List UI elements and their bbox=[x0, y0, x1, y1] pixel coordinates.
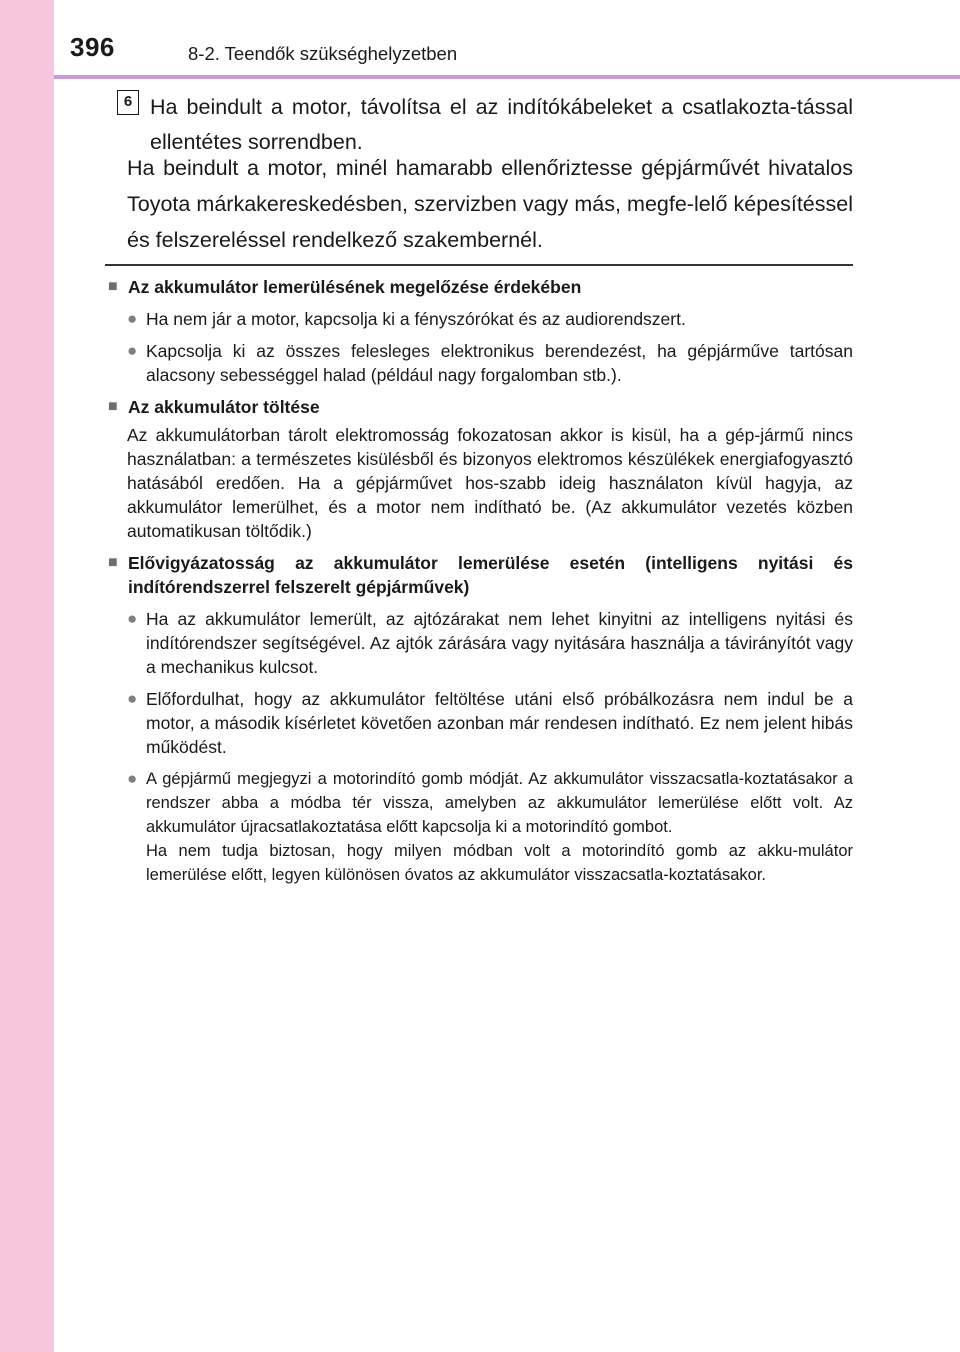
section-paragraph: Az akkumulátorban tárolt elektromosság fokozatosan akkor is kisül, ha a gép-jármű nincs használatban: a természetes kisülésből és bizonyos elektromos készülékek energiafogyasztó hatásából eredően. Ha a gépjárművet hos-szabb ideig használaton kívül hagyja, az akkumulátor lemerülhet, és a motor nem indítható be. (Az akkumulátor vezetés közben automatikusan töltődik.) bbox=[127, 425, 853, 541]
step-number-badge: 6 bbox=[117, 90, 139, 115]
square-bullet-icon: ■ bbox=[108, 278, 118, 295]
heading-text: Elővigyázatosság az akkumulátor lemerülése esetén (intelligens nyitási és indítórendszerrel felszerelt gépjárművek) bbox=[128, 553, 853, 597]
list-item bbox=[108, 307, 853, 331]
list-item-text: Ha nem jár a motor, kapcsolja ki a fényszórókat és az audiorendszert. bbox=[146, 309, 686, 329]
dot-bullet-icon: ● bbox=[127, 341, 138, 360]
page-number: 396 bbox=[70, 32, 115, 62]
list-item bbox=[108, 687, 853, 759]
list-item bbox=[108, 339, 853, 387]
dot-bullet-icon: ● bbox=[127, 609, 138, 628]
section-heading bbox=[108, 551, 853, 599]
square-bullet-icon: ■ bbox=[108, 554, 118, 571]
step-note: Ha beindult a motor, minél hamarabb ellenőriztesse gépjárművét hivatalos Toyota márkakereskedésben, szervizben vagy más, megfe-lelő képesítéssel és felszereléssel rendelkező szakembernél. bbox=[127, 156, 853, 252]
section-title: 8-2. Teendők szükséghelyzetben bbox=[188, 43, 458, 64]
list-item-paragraph: A gépjármű megjegyzi a motorindító gomb módját. Az akkumulátor visszacsatla-koztatásakor a rendszer abba a módba tér vissza, amelyben az akkumulátor lemerülése előtt volt. Az akkumulátor újracsatlakoztatása előtt kapcsolja ki a motorindító gombot. bbox=[146, 770, 853, 836]
dot-bullet-icon: ● bbox=[127, 689, 138, 708]
notes-content bbox=[108, 275, 853, 887]
list-item bbox=[108, 767, 853, 887]
list-item-text: Előfordulhat, hogy az akkumulátor feltöltése utáni első próbálkozásra nem indul be a motor, a második kísérletet követően azonban már rendesen indítható. Ez nem jelent hibás működést. bbox=[146, 689, 853, 757]
list-item bbox=[108, 607, 853, 679]
square-bullet-icon: ■ bbox=[108, 398, 118, 415]
dot-bullet-icon: ● bbox=[127, 769, 138, 788]
list-item-text: Ha az akkumulátor lemerült, az ajtózárakat nem lehet kinyitni az intelligens nyitási és indítórendszer segítségével. Az ajtók zárására vagy nyitására használja a távirányítót vagy a mechanikus kulcsot. bbox=[146, 609, 853, 677]
header-rule bbox=[54, 75, 960, 79]
section-heading bbox=[108, 275, 853, 299]
heading-text: Az akkumulátor töltése bbox=[128, 397, 320, 417]
heading-text: Az akkumulátor lemerülésének megelőzése érdekében bbox=[128, 277, 582, 297]
section-divider bbox=[105, 264, 853, 266]
dot-bullet-icon: ● bbox=[127, 309, 138, 328]
list-item-text: Kapcsolja ki az összes felesleges elektronikus berendezést, ha gépjárműve tartósan alacsony sebességgel halad (például nagy forgalomban stb.). bbox=[146, 341, 853, 385]
step-instruction: Ha beindult a motor, távolítsa el az indítókábeleket a csatlakozta-tással ellentétes sorrendben. bbox=[150, 95, 853, 154]
section-heading bbox=[108, 395, 853, 419]
list-item-paragraph: Ha nem tudja biztosan, hogy milyen módban volt a motorindító gomb az akku-mulátor lemerülése előtt, legyen különösen óvatos az akkumulátor visszacsatla-koztatásakor. bbox=[146, 842, 853, 884]
side-color-band bbox=[0, 0, 54, 1352]
list-item-text bbox=[146, 767, 853, 887]
